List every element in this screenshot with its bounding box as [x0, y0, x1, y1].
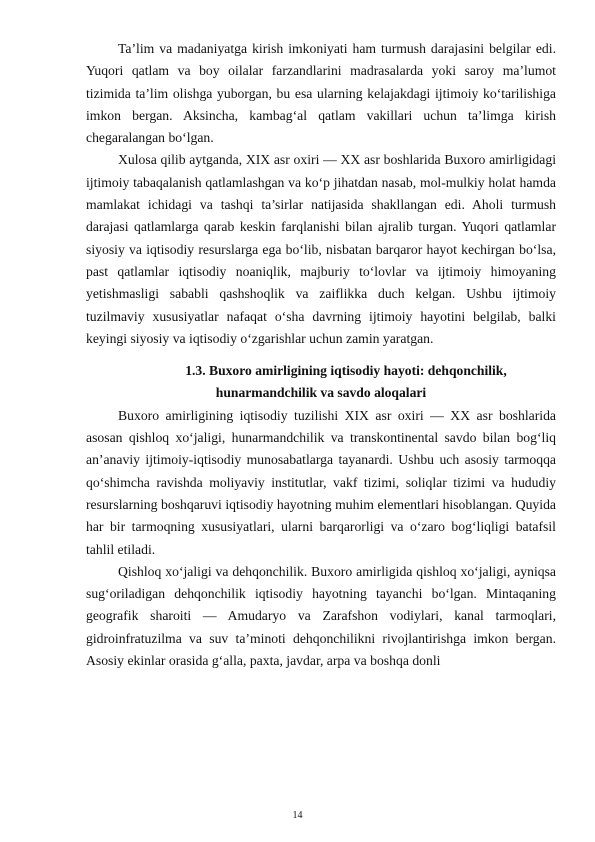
section-heading — [86, 360, 556, 405]
section-heading-line-2: hunarmandchilik va savdo aloqalari — [215, 385, 427, 401]
document-page — [86, 38, 556, 672]
section-heading-line-1: 1.3. Buxoro amirligining iqtisodiy hayoti: dehqonchilik, — [185, 363, 507, 379]
paragraph-agriculture: Qishloq xo‘jaligi va dehqonchilik. Buxoro amirligida qishloq xo‘jaligi, ayniqsa sug‘oriladigan dehqonchilik iqtisodiy hayotning tayanchi bo‘lgan. Mintaqaning geografik sharoiti — Amudaryo va Zarafshon vodiylari, kanal tarmoqlari, gidroinfratuzilma va suv ta’minoti dehqonchilikni rivojlantirishga imkon bergan. Asosiy ekinlar orasida g‘alla, paxta, javdar, arpa va boshqa donli — [86, 563, 556, 669]
page-number: 14 — [292, 810, 303, 821]
paragraph-economy-intro: Buxoro amirligining iqtisodiy tuzilishi XIX asr oxiri — XX asr boshlarida asosan qishloq xo‘jaligi, hunarmandchilik va transkontinental savdo bilan bog‘liq an’anaviy ijtimoiy-iqtisodiy munosabatlarga tayanardi. Ushbu uch asosiy tarmoqqa qo‘shimcha ravishda moliyaviy institutlar, vakf tizimi, soliqlar tizimi va hududiy resurslarning boshqaruvi iqtisodiy hayotning muhim elementlari hisoblangan. Quyida har bir tarmoqning xususiyatlari, ularni barqarorligi va o‘zaro bog‘liqligi batafsil tahlil etiladi. — [86, 407, 556, 557]
paragraph-conclusion: Xulosa qilib aytganda, XIX asr oxiri — XX asr boshlarida Buxoro amirligidagi ijtimoiy tabaqalanish qatlamlashgan va ko‘p jihatdan nasab, mol-mulkiy holat hamda mamlakat ichidagi va tashqi ta’sirlar natijasida shakllangan edi. Aholi turmush darajasi qatlamlarga qarab keskin farqlanishi bilan ajralib turgan. Yuqori qatlamlar siyosiy va iqtisodiy resurslarga ega bo‘lib, nisbatan barqaror hayot kechirgan bo‘lsa, past qatlamlar iqtisodiy noaniqlik, majburiy to‘lovlar va ijtimoiy himoyaning yetishmasligi sababli qashshoqlik va zaiflikka duch kelgan. Ushbu ijtimoiy tuzilmaviy xususiyatlar nafaqat o‘sha davrning ijtimoiy hayotini belgilab, balki keyingi siyosiy va iqtisodiy o‘zgarishlar uchun zamin yaratgan. — [86, 152, 556, 346]
paragraph-education: Ta’lim va madaniyatga kirish imkoniyati ham turmush darajasini belgilar edi. Yuqori qatlam va boy oilalar farzandlarini madrasalarda yoki saroy ma’lumot tizimida ta’lim olishga yuborgan, bu esa ularning kelajakdagi ijtimoiy ko‘tarilishiga imkon bergan. Aksincha, kambag‘al qatlam vakillari uchun ta’limga kirish chegaralangan bo‘lgan. — [86, 41, 556, 146]
